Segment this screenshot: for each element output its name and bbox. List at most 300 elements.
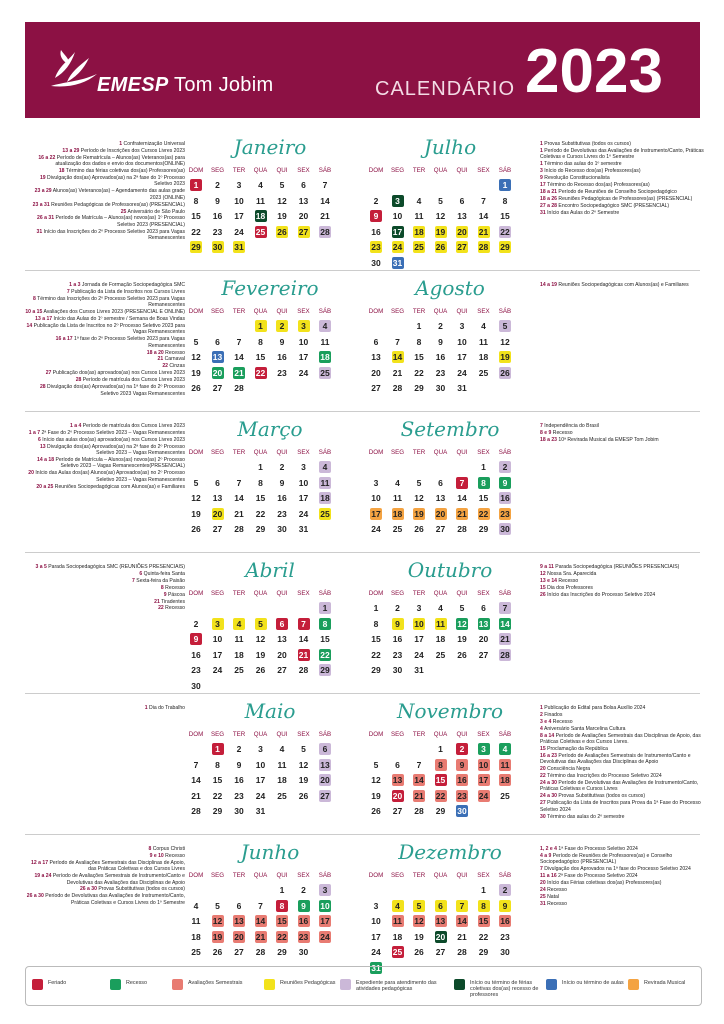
day-cell: 21 — [234, 508, 244, 519]
note-date: 1 — [540, 141, 543, 147]
note-text: Período de Inscrições dos Cursos Livres 2023 — [79, 147, 185, 154]
day-cell: 24 — [255, 790, 266, 801]
note-item — [540, 887, 705, 893]
note-item — [25, 860, 185, 873]
day-cell: 27 — [478, 649, 489, 660]
note-text: Término das aulas do 2º semestre — [545, 813, 625, 820]
note-item — [540, 571, 705, 577]
note-item — [540, 203, 705, 209]
legend-label: Revirada Musical — [644, 980, 686, 986]
weekday-label: SEX — [477, 872, 490, 879]
weekday-label: QUI — [456, 872, 468, 879]
note-date: 31 — [540, 209, 546, 216]
note-text: Reuniões Sociopedagógicas com Alunos(as) e Familiares — [557, 282, 689, 288]
note-item — [25, 215, 185, 228]
day-cell: 19 — [191, 367, 201, 378]
note-date: 18 a 23 — [540, 436, 557, 443]
month-setembro — [370, 417, 530, 547]
day-cell: 12 — [414, 493, 424, 503]
weekday-label: SÁB — [498, 308, 512, 315]
day-cell: 24 — [371, 524, 381, 534]
day-cell: 9 — [215, 195, 220, 206]
day-cell: 4 — [258, 180, 263, 190]
day-cell: 5 — [416, 477, 422, 488]
weekday-label: TER — [412, 590, 426, 597]
note-text: Revolução Constitucionalista — [542, 175, 610, 182]
day-cell: 11 — [191, 916, 201, 926]
brand-tom-jobim: Tom Jobim — [174, 74, 274, 96]
note-text: Divulgação dos Aprovados na 1ª fase do Processo Seletivo 2024 — [542, 866, 691, 873]
day-cell: 9 — [370, 210, 382, 222]
day-cell: 1 — [258, 462, 263, 472]
day-cell: 6 — [395, 759, 400, 770]
day-cell: 23 — [500, 508, 510, 519]
day-cell: 21 — [191, 790, 201, 801]
day-cell: 20 — [320, 775, 330, 785]
day-cell: 8 — [258, 477, 263, 488]
note-text: Término das Inscrições do 2º Processo Seletivo 2023 para Vagas Remanescentes — [35, 295, 185, 309]
note-text: Finados — [542, 711, 563, 718]
note-date: 27 — [45, 370, 52, 377]
day-cell: 16 — [457, 775, 467, 785]
note-text: Início das Inscrições do Processo Seletivo 2024 — [545, 591, 656, 598]
weekday-label: TER — [412, 872, 426, 879]
day-cell: 6 — [459, 195, 465, 206]
month-title: Agosto — [415, 276, 485, 300]
day-cell: 14 — [255, 916, 266, 926]
day-cell: 18 — [392, 931, 403, 942]
day-cell: 3 — [212, 618, 224, 630]
day-cell: 15 — [191, 211, 201, 221]
month-outubro — [370, 558, 530, 688]
weekday-label: DOM — [368, 872, 384, 879]
note-item — [25, 168, 185, 174]
day-cell: 22 — [191, 226, 201, 237]
day-cell: 13 — [435, 493, 446, 503]
day-cell: 18 — [277, 775, 287, 785]
day-cell: 27 — [435, 947, 446, 957]
note-text: Provas Substitutivas (todos os cursos) — [542, 141, 631, 147]
day-cell: 26 — [191, 383, 201, 393]
day-cell: 9 — [236, 759, 242, 770]
note-date: 13 a 17 — [35, 316, 53, 323]
day-cell: 11 — [320, 477, 330, 488]
day-cell: 14 — [191, 775, 201, 785]
note-item — [25, 430, 185, 436]
note-date: 1, 2 e 4 — [540, 846, 557, 852]
day-cell: 7 — [416, 759, 422, 770]
day-cell: 14 — [298, 634, 309, 644]
day-cell: 13 — [212, 352, 223, 362]
header-banner — [25, 22, 700, 118]
legend-label: Avaliações Semestrais — [188, 980, 243, 986]
legend — [25, 966, 702, 1006]
day-cell: 3 — [459, 321, 465, 331]
day-cell: 17 — [234, 211, 244, 221]
legend-swatch — [340, 979, 351, 990]
note-text: Publicação da Lista de Inscritos no 2º Processo Seletivo 2023 para Vagas Remanescentes — [32, 322, 185, 336]
day-cell: 14 — [500, 618, 510, 629]
note-date: 21 — [157, 356, 164, 363]
note-date: 2 — [540, 711, 543, 718]
month-title: Maio — [244, 699, 296, 723]
note-date: 1 a 4 — [70, 423, 82, 429]
note-item — [540, 726, 705, 732]
day-cell: 1 — [373, 603, 379, 613]
day-cell: 15 — [478, 493, 489, 503]
day-cell: 6 — [435, 900, 447, 912]
day-cell: 5 — [499, 320, 511, 332]
day-cell: 16 — [277, 352, 287, 362]
note-text: Tiradentes — [159, 598, 185, 605]
note-text: Dia dos Professores — [545, 584, 593, 591]
day-cell: 20 — [392, 790, 403, 801]
day-cell: 4 — [499, 743, 511, 755]
note-item — [540, 894, 705, 900]
day-cell: 27 — [392, 806, 403, 816]
note-text: Início das Inscrições do 2º Processo Seletivo 2023 para Vagas Remanescentes — [42, 228, 185, 242]
day-cell: 1 — [190, 179, 202, 191]
day-cell: 16 — [371, 226, 381, 237]
day-cell: 17 — [371, 931, 381, 942]
month-julho — [368, 135, 530, 268]
note-date: 1 a 3 — [69, 282, 81, 288]
day-cell: 28 — [191, 806, 201, 816]
note-item — [25, 705, 185, 711]
day-cell: 22 — [371, 649, 381, 660]
note-date: 20 — [540, 766, 546, 773]
day-cell: 28 — [320, 226, 330, 237]
weekday-label: SEX — [297, 167, 310, 174]
day-cell: 2 — [193, 618, 199, 629]
note-date: 19 a 24 — [34, 873, 52, 880]
day-cell: 28 — [298, 665, 309, 675]
legend-label: Início ou término de aulas — [562, 980, 624, 986]
note-item — [540, 773, 705, 779]
note-text: Alunos(as) Veteranos(as) – Agendamento das aulas grade 2023 (ONLINE) — [51, 188, 185, 201]
note-date: 11 a 16 — [540, 873, 557, 880]
day-cell: 31 — [414, 665, 424, 675]
day-cell: 10 — [478, 759, 489, 770]
day-cell: 8 — [258, 336, 263, 347]
note-text: Cinzas — [168, 363, 185, 370]
day-cell: 26 — [414, 947, 424, 957]
day-cell: 30 — [500, 524, 510, 534]
day-cell: 21 — [500, 634, 510, 644]
note-text: Reuniões Pedagógicas de Professores(as) (PRESENCIAL) — [557, 195, 693, 202]
section-divider — [25, 552, 700, 553]
month-title: Março — [237, 417, 303, 441]
weekday-label: TER — [232, 308, 246, 315]
legend-label: Início ou término de férias coletivas dos(as) recesso de professores — [470, 980, 539, 998]
note-item — [25, 437, 185, 443]
month-maio — [190, 699, 350, 829]
weekday-label: TER — [412, 308, 426, 315]
day-cell: 15 — [371, 634, 381, 644]
note-date: 22 — [540, 773, 546, 780]
note-text: Início do Recesso dos(as) Professores(as) — [542, 168, 641, 175]
note-text: Publicação da Lista de Inscritos para Prova da 1ª Fase do Processo Seletivo 2024 — [540, 800, 701, 813]
note-text: Recesso — [545, 886, 567, 893]
day-cell: 4 — [395, 477, 400, 488]
weekday-label: DOM — [188, 590, 204, 597]
section-divider — [25, 834, 700, 835]
note-text: Término das férias coletivas dos(as) Professores(as) — [64, 168, 185, 175]
day-cell: 27 — [298, 226, 309, 237]
note-text: Início das Férias coletivas dos(as) Professores(as) — [545, 880, 662, 887]
day-cell: 18 — [320, 493, 330, 503]
note-date: 21 — [154, 598, 160, 605]
note-date: 28 — [39, 384, 46, 391]
month-notes — [540, 705, 705, 820]
note-item — [25, 209, 185, 215]
note-item — [25, 846, 185, 852]
day-cell: 16 — [191, 649, 201, 660]
day-cell: 29 — [414, 383, 424, 393]
note-item — [540, 210, 705, 216]
day-cell: 4 — [481, 321, 486, 331]
day-cell: 22 — [320, 649, 330, 660]
note-item — [540, 141, 705, 147]
day-cell: 10 — [212, 634, 223, 644]
note-text: Período de Rematrícula – Alunos(as) Veteranos(as) para atualização dos dados e envio dos documentos(ONLINE) — [55, 154, 185, 168]
day-cell: 7 — [298, 618, 310, 630]
weekday-label: DOM — [188, 731, 204, 738]
note-text: Recesso — [551, 429, 573, 436]
day-cell: 25 — [392, 524, 403, 534]
note-date: 1 — [540, 147, 543, 154]
day-cell: 21 — [457, 508, 467, 519]
note-text: Aniversário Santa Marcelina Cultura — [542, 725, 626, 732]
day-cell: 15 — [500, 211, 510, 221]
weekday-label: QUI — [456, 449, 468, 456]
day-cell: 23 — [457, 790, 467, 801]
day-cell: 19 — [371, 790, 381, 801]
month-notes — [540, 141, 705, 216]
note-item — [25, 585, 185, 591]
day-cell: 3 — [298, 320, 310, 332]
note-item — [25, 853, 185, 859]
day-cell: 5 — [255, 618, 267, 630]
day-cell: 18 — [320, 352, 330, 362]
note-date: 23 a 31 — [32, 201, 50, 208]
day-cell: 14 — [457, 493, 467, 503]
day-cell: 21 — [457, 931, 467, 942]
day-cell: 7 — [456, 900, 468, 912]
day-cell: 30 — [298, 947, 309, 957]
note-item — [25, 384, 185, 397]
day-cell: 25 — [320, 508, 330, 519]
day-cell: 17 — [320, 916, 330, 926]
day-cell: 14 — [234, 493, 244, 503]
day-cell: 20 — [371, 367, 381, 378]
weekday-label: QUA — [253, 308, 268, 315]
day-cell: 28 — [234, 524, 244, 534]
note-text: Término das aulas do 1º semestre — [542, 161, 622, 168]
day-cell: 3 — [236, 180, 242, 190]
day-cell: 13 — [277, 634, 287, 644]
note-text: Nossa Sra. Aparecida — [545, 570, 597, 577]
day-cell: 10 — [255, 759, 266, 770]
weekday-label: DOM — [188, 872, 204, 879]
day-cell: 21 — [478, 226, 489, 237]
note-item — [25, 564, 185, 570]
note-item — [25, 571, 185, 577]
day-cell: 25 — [234, 665, 244, 675]
note-text: Recesso — [163, 605, 185, 612]
day-cell: 28 — [392, 383, 403, 393]
note-item — [540, 866, 705, 872]
weekday-label: DOM — [188, 308, 204, 315]
day-cell: 22 — [478, 931, 489, 942]
day-cell: 25 — [478, 367, 489, 378]
weekday-label: SEG — [390, 731, 405, 738]
note-text: Recesso — [551, 718, 573, 725]
month-notes — [540, 846, 705, 908]
legend-label: Reuniões Pedagógicas — [280, 980, 336, 986]
note-text: Parada Sociopedagógica (REUNIÕES PRESENCIAIS) — [553, 564, 680, 570]
weekday-label: SÁB — [498, 731, 512, 738]
note-text: Proclamação da República — [545, 745, 608, 752]
note-text: 10ª Revirada Musical da EMESP Tom Jobim — [557, 436, 659, 443]
note-item — [25, 282, 185, 288]
day-cell: 4 — [193, 900, 199, 911]
day-cell: 18 — [500, 775, 510, 785]
note-text: Publicação da Lista de Inscritos nos Cursos Livres — [69, 288, 185, 295]
weekday-label: SEX — [477, 731, 490, 738]
weekday-label: DOM — [188, 167, 204, 174]
day-cell: 15 — [212, 775, 223, 785]
day-cell: 26 — [277, 226, 287, 237]
day-cell: 10 — [414, 618, 424, 629]
note-text: Carnaval — [163, 356, 185, 363]
note-text: Páscoa — [166, 591, 185, 598]
day-cell: 13 — [234, 916, 244, 926]
day-cell: 5 — [279, 180, 285, 190]
note-text: Reuniões Pedagógicas de Professores(as) (PRESENCIAL) — [49, 201, 185, 208]
note-item — [540, 189, 705, 195]
day-cell: 8 — [502, 195, 508, 206]
day-cell: 18 — [414, 226, 424, 237]
weekday-label: QUI — [276, 167, 288, 174]
weekday-label: DOM — [368, 308, 384, 315]
note-date: 20 — [540, 880, 546, 887]
weekday-label: SÁB — [318, 731, 332, 738]
day-cell: 14 — [234, 352, 244, 362]
day-cell: 12 — [414, 916, 424, 926]
note-date: 12 a 17 — [31, 859, 49, 866]
month-title: Novembro — [396, 699, 504, 723]
weekday-label: SEX — [477, 308, 490, 315]
note-date: 26 a 30 — [79, 886, 97, 893]
day-cell: 30 — [435, 383, 446, 393]
day-cell: 4 — [319, 320, 331, 332]
day-cell: 16 — [392, 634, 403, 644]
day-cell: 12 — [255, 634, 266, 644]
day-cell: 14 — [478, 211, 489, 221]
day-cell: 28 — [457, 947, 467, 957]
day-cell: 22 — [212, 790, 223, 801]
day-cell: 5 — [413, 900, 425, 912]
note-text: Término das Inscrições do Processo Seletivo 2024 — [545, 773, 662, 780]
day-cell: 16 — [277, 493, 287, 503]
note-text: 2ª Fase do Processo Seletivo 2024 — [556, 873, 638, 880]
day-cell: 1 — [255, 320, 267, 332]
note-date: 14 a 18 — [37, 457, 55, 464]
month-notes — [25, 846, 185, 907]
day-cell: 30 — [212, 242, 223, 252]
day-cell: 1 — [481, 885, 486, 895]
day-cell: 6 — [236, 900, 242, 911]
note-date: 13 a 29 — [62, 147, 80, 154]
day-cell: 28 — [478, 242, 489, 252]
day-cell: 27 — [234, 947, 244, 957]
day-cell: 29 — [478, 947, 489, 957]
month-title: Abril — [245, 558, 295, 582]
day-cell: 9 — [279, 477, 285, 488]
note-item — [540, 766, 705, 772]
note-item — [540, 846, 705, 852]
note-text: Independência do Brasil — [542, 423, 599, 429]
note-item — [540, 585, 705, 591]
day-cell: 22 — [414, 367, 424, 378]
day-cell: 16 — [500, 493, 510, 503]
weekday-label: TER — [412, 167, 426, 174]
day-cell: 31 — [457, 383, 467, 393]
day-cell: 7 — [193, 759, 199, 770]
day-cell: 24 — [478, 790, 489, 801]
weekday-label: SÁB — [498, 590, 512, 597]
note-date: 4 — [540, 725, 543, 732]
day-cell: 4 — [392, 900, 404, 912]
weekday-label: DOM — [368, 449, 384, 456]
note-item — [25, 578, 185, 584]
day-cell: 8 — [435, 759, 447, 771]
day-cell: 28 — [457, 524, 467, 534]
day-cell: 11 — [479, 336, 488, 347]
day-cell: 22 — [255, 367, 266, 378]
weekday-label: SEG — [390, 167, 405, 174]
note-text: Recesso — [163, 852, 185, 859]
note-date: 9 e 10 — [149, 852, 164, 859]
month-title: Fevereiro — [221, 276, 319, 300]
day-cell: 2 — [276, 320, 288, 332]
day-cell: 8 — [373, 618, 379, 629]
weekday-label: TER — [232, 872, 246, 879]
note-text: Consciência Negra — [545, 766, 591, 773]
day-cell: 29 — [320, 665, 330, 675]
note-item — [540, 592, 705, 598]
day-cell: 12 — [277, 195, 287, 206]
weekday-label: QUI — [276, 590, 288, 597]
legend-swatch — [454, 979, 465, 990]
weekday-label: TER — [232, 590, 246, 597]
note-item — [25, 175, 185, 188]
note-item — [25, 444, 185, 457]
day-cell: 2 — [456, 743, 468, 755]
day-cell: 9 — [499, 900, 511, 912]
weekday-label: SÁB — [318, 872, 332, 879]
note-item — [540, 780, 705, 793]
note-date: 10 a 15 — [25, 309, 43, 316]
note-text: Recesso — [163, 584, 185, 591]
day-cell: 1 — [416, 321, 422, 331]
weekday-label: QUA — [253, 731, 268, 738]
note-item — [25, 229, 185, 242]
note-date: 25 — [120, 208, 127, 215]
day-cell: 2 — [215, 180, 220, 190]
day-cell: 17 — [255, 775, 266, 785]
